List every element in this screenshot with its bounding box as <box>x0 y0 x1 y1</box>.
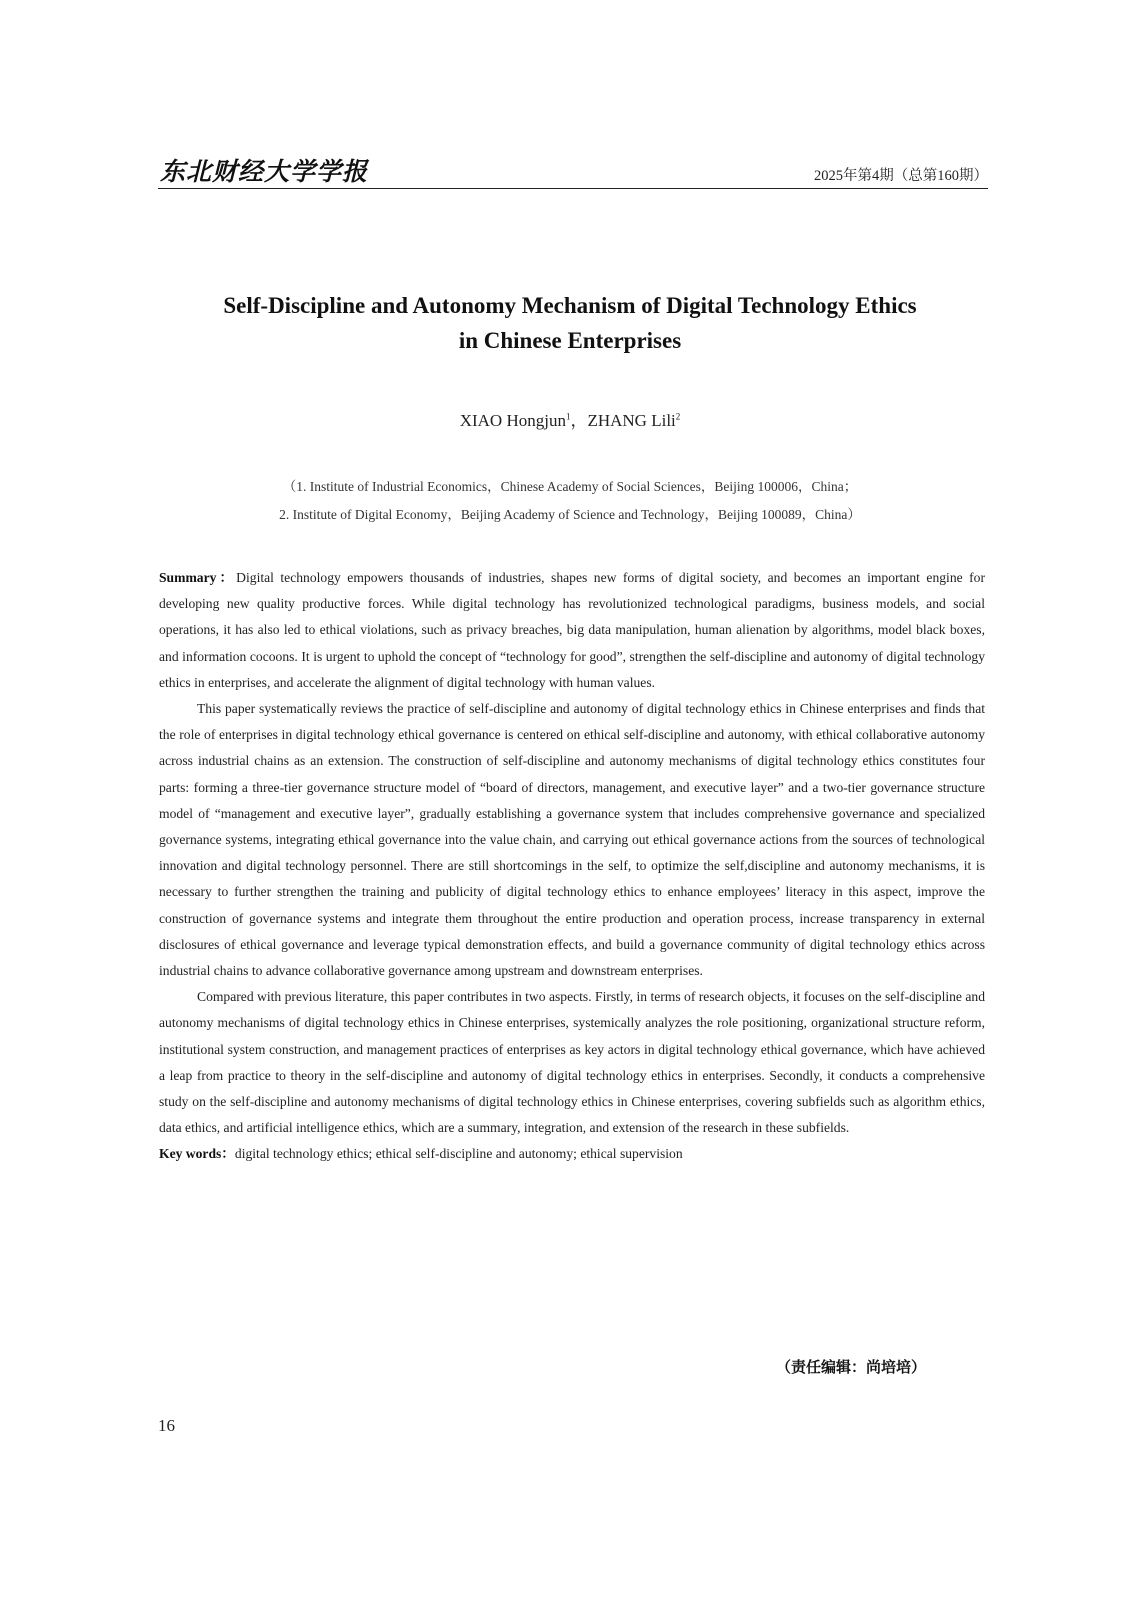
journal-name: 东北财经大学学报 <box>160 157 369 186</box>
author-1: XIAO Hongjun <box>459 411 566 430</box>
author-list <box>120 406 1020 431</box>
summary-paragraph-1 <box>159 565 985 696</box>
issue-info: 2025年第4期（总第160期） <box>814 168 988 184</box>
responsible-editor: （责任编辑：尚培培） <box>775 1358 926 1376</box>
abstract-body <box>159 565 985 1168</box>
author-2: ZHANG Lili <box>587 411 676 430</box>
author-1-affil-mark: 1 <box>565 411 571 422</box>
author-2-affil-mark: 2 <box>675 411 681 422</box>
keywords-label: Key words： <box>159 1146 235 1162</box>
author-separator: ， <box>570 411 588 430</box>
summary-paragraph-3: Compared with previous literature, this paper contributes in two aspects. Firstly, in terms of research objects, it focuses on the self-discipline and autonomy mechanisms of digital technology ethics in Chinese enterprises, systemically analyzes the role positioning, organizational structure reform, institutional system construction, and management practices of enterprises as key actors in digital technology ethical governance, which have achieved a leap from practice to theory in the self-discipline and autonomy of digital technology ethics in enterprises. Secondly, it conducts a comprehensive study on the self-discipline and autonomy mechanisms of digital technology ethics in Chinese enterprises, covering subfields such as algorithm ethics, data ethics, and artificial intelligence ethics, which are a summary, integration, and extension of the research in these subfields. <box>159 989 985 1136</box>
page-number: 16 <box>158 1416 175 1435</box>
title-line-1: Self-Discipline and Autonomy Mechanism of Digital Technology Ethics <box>223 293 917 318</box>
title-line-2: in Chinese Enterprises <box>458 328 682 353</box>
keywords-text: digital technology ethics; ethical self-discipline and autonomy; ethical supervision <box>234 1146 683 1162</box>
summary-text: Digital technology empowers thousands of industries, shapes new forms of digital society, and becomes an important engine for developing new quality productive forces. While digital technology has revolutionized technological paradigms, business models, and social operations, it has also led to ethical violations, such as privacy breaches, big data manipulation, human alienation by algorithms, model black boxes, and information cocoons. It is urgent to uphold the concept of “technology for good”, strengthen the self-discipline and autonomy of digital technology ethics in enterprises, and accelerate the alignment of digital technology with human values. <box>159 570 985 690</box>
affiliation-1: （1. Institute of Industrial Economics，Chinese Academy of Social Sciences，Beijing 100006，China； <box>282 479 858 494</box>
article-title <box>120 288 1020 358</box>
summary-paragraph-2: This paper systematically reviews the practice of self-discipline and autonomy of digital technology ethics in Chinese enterprises and finds that the role of enterprises in digital technology ethical governance is centered on ethical self-discipline and autonomy, with ethical collaborative autonomy across industrial chains as an extension. The construction of self-discipline and autonomy mechanisms of digital technology ethics constitutes four parts: forming a three-tier governance structure model of “board of directors, management, and executive layer” and a two-tier governance structure model of “management and executive layer”, gradually establishing a governance system that includes comprehensive governance and specialized governance systems, integrating ethical governance into the value chain, and carrying out ethical governance actions from the sources of technological innovation and digital technology personnel. There are still shortcomings in the self, to optimize the self,discipline and autonomy mechanisms, it is necessary to further strengthen the training and publicity of digital technology ethics to enhance employees’ literacy in this aspect, improve the construction of governance systems and integrate them throughout the entire production and operation process, increase transparency in external disclosures of ethical governance and leverage typical demonstration effects, and build a governance community of digital technology ethics across industrial chains to advance collaborative governance among upstream and downstream enterprises. <box>159 701 985 979</box>
keywords-line <box>159 1141 985 1167</box>
summary-label: Summary： <box>159 570 237 585</box>
running-header <box>158 150 988 189</box>
affiliations <box>120 473 1020 529</box>
affiliation-2: 2. Institute of Digital Economy，Beijing Academy of Science and Technology，Beijing 100089，China） <box>279 507 861 522</box>
